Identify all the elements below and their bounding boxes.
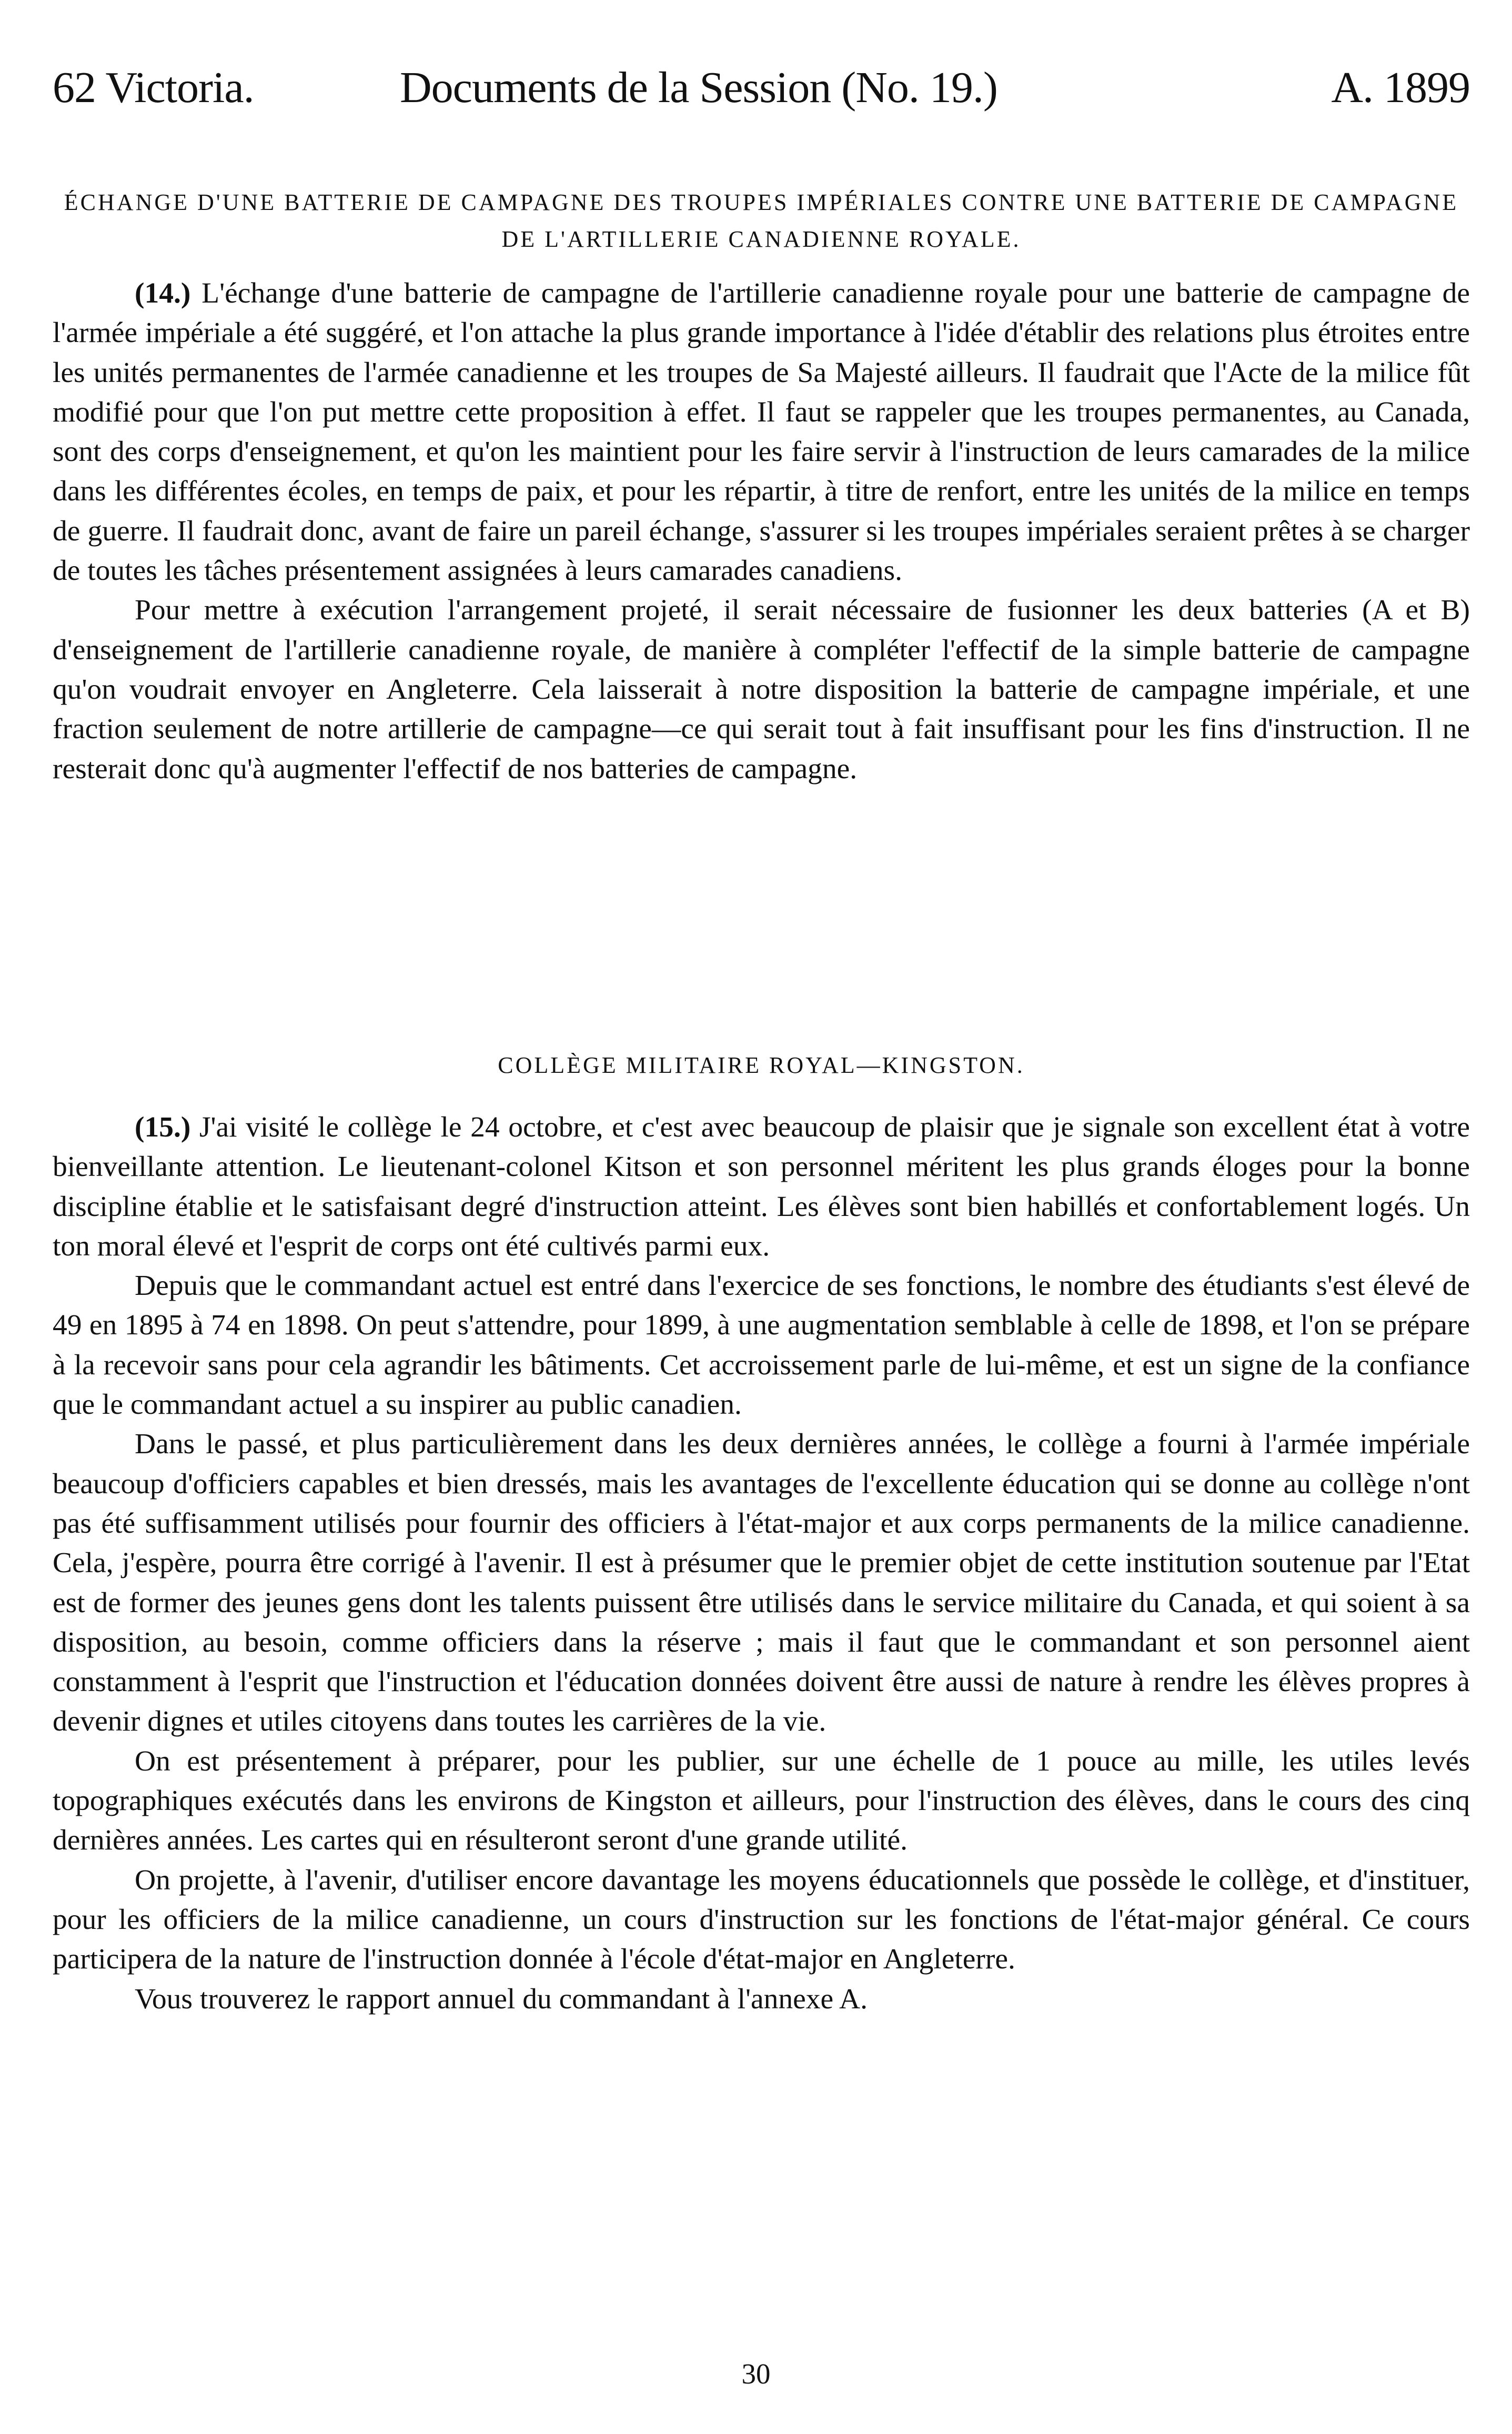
page-header <box>53 62 1470 120</box>
header-regnal-year: 62 Victoria. <box>53 63 254 112</box>
header-year: A. 1899 <box>1331 63 1470 112</box>
paragraph-number: (14.) <box>135 277 191 309</box>
paragraph <box>53 1108 1470 1266</box>
section-title-royal-military-college: COLLÈGE MILITAIRE ROYAL—KINGSTON. <box>498 1052 1025 1078</box>
paragraph: Vous trouverez le rapport annuel du commandant à l'annexe A. <box>135 1983 868 2015</box>
paragraph-text: J'ai visité le collège le 24 octobre, et c'est avec beaucoup de plaisir que je signale son excellent état à votre bienveillante attention. Le lieutenant-colonel Kitson et son personnel méritent les plus grands éloges pour la bonne discipline établie et le satisfaisant degré d'instruction atteint. Les élèves sont bien habillés et confortablement logés. Un ton moral élevé et l'esprit de corps ont été cultivés parmi eux. <box>53 1111 1470 1262</box>
paragraph <box>53 274 1470 590</box>
paragraph: Depuis que le commandant actuel est entré dans l'exercice de ses fonctions, le nombre des étudiants s'est élevé de 49 en 1895 à 74 en 1898. On peut s'attendre, pour 1899, à une augmentation semblable à celle de 1898, et l'on se prépare à la recevoir sans pour cela agrandir les bâtiments. Cet accroissement parle de lui-même, et est un signe de la confiance que le commandant actuel a su inspirer au public canadien. <box>53 1270 1470 1421</box>
paragraph-text: L'échange d'une batterie de campagne de l'artillerie canadienne royale pour une batterie de campagne de l'armée impériale a été suggéré, et l'on attache la plus grande importance à l'idée d'établir des relations plus étroites entre les unités permanentes de l'armée canadienne et les troupes de Sa Majesté ailleurs. Il faudrait que l'Acte de la milice fût modifié pour que l'on put mettre cette proposition à effet. Il faut se rappeler que les troupes permanentes, au Canada, sont des corps d'enseignement, et qu'on les maintient pour les faire servir à l'instruction de leurs camarades de la milice dans les différentes écoles, en temps de paix, et pour les répartir, à titre de renfort, entre les unités de la milice en temps de guerre. Il faudrait donc, avant de faire un pareil échange, s'assurer si les troupes impériales seraient prêtes à se charger de toutes les tâches présentement assignées à leurs camarades canadiens. <box>53 277 1470 587</box>
section-title-battery-exchange: ÉCHANGE D'UNE BATTERIE DE CAMPAGNE DES TROUPES IMPÉRIALES CONTRE UNE BATTERIE DE CAMPAGNE DE L'ARTILLERIE CANADIENNE ROYALE. <box>64 189 1459 252</box>
paragraph: Dans le passé, et plus particulièrement dans les deux dernières années, le collège a fourni à l'armée impériale beaucoup d'officiers capables et bien dressés, mais les avantages de l'excellente éducation qui se donne au collège n'ont pas été suffisamment utilisés pour fournir des officiers à l'état-major et aux corps permanents de la milice canadienne. Cela, j'espère, pourra être corrigé à l'avenir. Il est à présumer que le premier objet de cette institution soutenue par l'Etat est de former des jeunes gens dont les talents puissent être utilisés dans le service militaire du Canada, et qui soient à sa disposition, au besoin, comme officiers dans la réserve ; mais il faut que le commandant et son personnel aient constamment à l'esprit que l'instruction et l'éducation données doivent être aussi de nature à rendre les élèves propres à devenir dignes et utiles citoyens dans toutes les carrières de la vie. <box>53 1428 1470 1738</box>
paragraph-number: (15.) <box>135 1111 191 1143</box>
header-document-title: Documents de la Session (No. 19.) <box>400 63 997 112</box>
page-number: 30 <box>741 2358 771 2390</box>
paragraph: On est présentement à préparer, pour les publier, sur une échelle de 1 pouce au mille, les utiles levés topographiques exécutés dans les environs de Kingston et ailleurs, pour l'instruction des élèves, dans le cours des cinq dernières années. Les cartes qui en résulteront seront d'une grande utilité. <box>53 1745 1470 1857</box>
paragraph: Pour mettre à exécution l'arrangement projeté, il serait nécessaire de fusionner les deux batteries (A et B) d'enseignement de l'artillerie canadienne royale, de manière à compléter l'effectif de la simple batterie de campagne qu'on voudrait envoyer en Angleterre. Cela laisserait à notre disposition la batterie de campagne impériale, et une fraction seulement de notre artillerie de campagne—ce qui serait tout à fait insuffisant pour les fins d'instruction. Il ne resterait donc qu'à augmenter l'effectif de nos batteries de campagne. <box>53 594 1470 785</box>
section-body-royal-military-college <box>53 1108 1470 2019</box>
section-body-battery-exchange <box>53 274 1470 789</box>
paragraph: On projette, à l'avenir, d'utiliser encore davantage les moyens éducationnels que possède le collège, et d'instituer, pour les officiers de la milice canadienne, un cours d'instruction sur les fonctions de l'état-major général. Ce cours participera de la nature de l'instruction donnée à l'école d'état-major en Angleterre. <box>53 1864 1470 1976</box>
